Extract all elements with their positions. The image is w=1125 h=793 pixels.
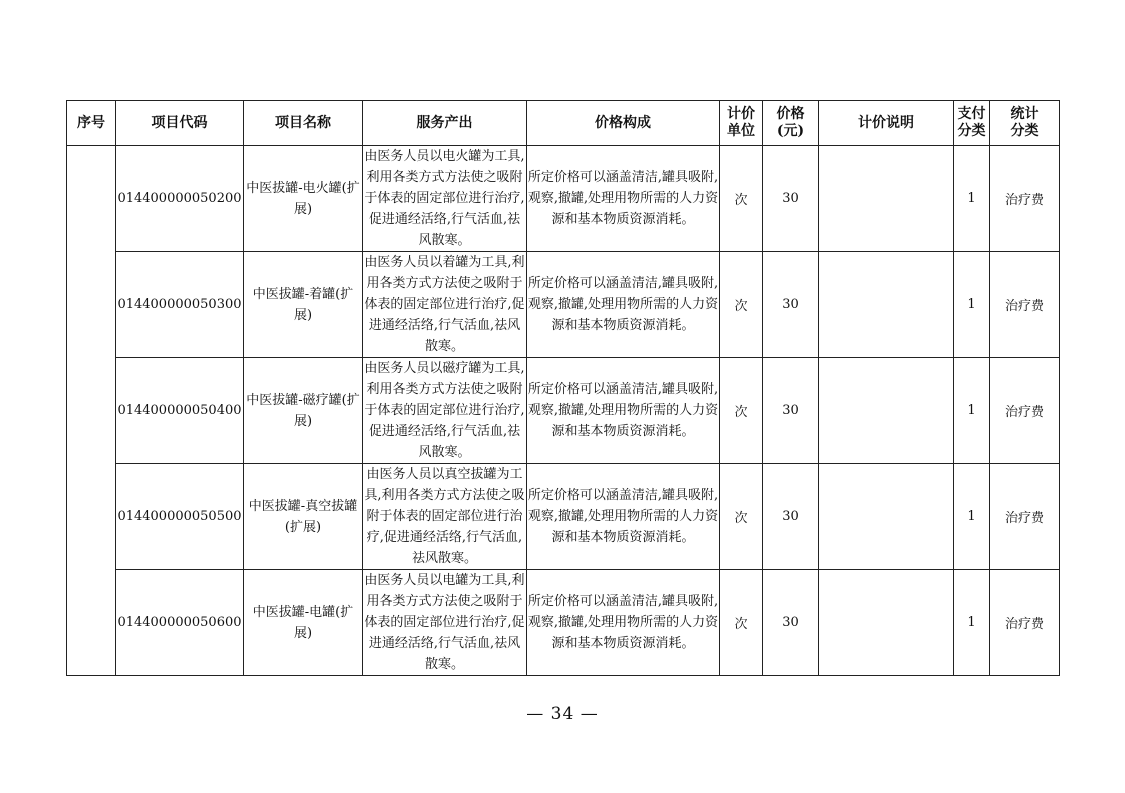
- service-output: 由医务人员以着罐为工具,利用各类方式方法使之吸附于体表的固定部位进行治疗,促进通经活络,行气活血,祛风散寒。: [363, 252, 527, 358]
- item-name: 中医拔罐-着罐(扩展): [244, 252, 363, 358]
- price-value: 30: [763, 146, 819, 252]
- payment-category: 1: [954, 252, 990, 358]
- item-name: 中医拔罐-电火罐(扩展): [244, 146, 363, 252]
- pricing-note: [819, 146, 954, 252]
- seq-cell: [67, 146, 116, 676]
- price-composition: 所定价格可以涵盖清洁,罐具吸附,观察,撤罐,处理用物所需的人力资源和基本物质资源消耗。: [527, 252, 720, 358]
- header-payment-line2: 分类: [957, 123, 986, 139]
- header-payment: [954, 101, 990, 146]
- header-unit: [720, 101, 763, 146]
- stat-category: 治疗费: [990, 570, 1060, 676]
- item-code: 014400000050400: [116, 358, 244, 464]
- price-value: 30: [763, 464, 819, 570]
- header-price-composition: 价格构成: [527, 101, 720, 146]
- header-payment-line1: 支付: [957, 106, 986, 122]
- item-code: 014400000050500: [116, 464, 244, 570]
- pricing-unit: 次: [720, 464, 763, 570]
- table-row: [67, 146, 1060, 252]
- header-price: [763, 101, 819, 146]
- stat-category: 治疗费: [990, 358, 1060, 464]
- table-row: [67, 358, 1060, 464]
- payment-category: 1: [954, 464, 990, 570]
- price-composition: 所定价格可以涵盖清洁,罐具吸附,观察,撤罐,处理用物所需的人力资源和基本物质资源消耗。: [527, 464, 720, 570]
- header-service: 服务产出: [363, 101, 527, 146]
- service-output: 由医务人员以电火罐为工具,利用各类方式方法使之吸附于体表的固定部位进行治疗,促进通经活络,行气活血,祛风散寒。: [363, 146, 527, 252]
- price-value: 30: [763, 252, 819, 358]
- item-code: 014400000050200: [116, 146, 244, 252]
- price-composition: 所定价格可以涵盖清洁,罐具吸附,观察,撤罐,处理用物所需的人力资源和基本物质资源消耗。: [527, 146, 720, 252]
- pricing-note: [819, 358, 954, 464]
- header-price-line2: (元): [776, 123, 805, 139]
- header-stat-line2: 分类: [1010, 123, 1039, 139]
- header-stat: [990, 101, 1060, 146]
- service-output: 由医务人员以真空拔罐为工具,利用各类方式方法使之吸附于体表的固定部位进行治疗,促进通经活络,行气活血,祛风散寒。: [363, 464, 527, 570]
- pricing-unit: 次: [720, 146, 763, 252]
- pricing-note: [819, 252, 954, 358]
- header-unit-line2: 单位: [727, 123, 755, 139]
- header-unit-line1: 计价: [727, 106, 755, 122]
- header-row: [67, 101, 1060, 146]
- price-value: 30: [763, 358, 819, 464]
- header-name: 项目名称: [244, 101, 363, 146]
- header-pricing-note: 计价说明: [819, 101, 954, 146]
- header-stat-line1: 统计: [1010, 106, 1039, 122]
- price-composition: 所定价格可以涵盖清洁,罐具吸附,观察,撤罐,处理用物所需的人力资源和基本物质资源消耗。: [527, 358, 720, 464]
- price-composition: 所定价格可以涵盖清洁,罐具吸附,观察,撤罐,处理用物所需的人力资源和基本物质资源消耗。: [527, 570, 720, 676]
- table-row: [67, 570, 1060, 676]
- item-name: 中医拔罐-电罐(扩展): [244, 570, 363, 676]
- price-value: 30: [763, 570, 819, 676]
- pricing-note: [819, 464, 954, 570]
- item-code: 014400000050600: [116, 570, 244, 676]
- stat-category: 治疗费: [990, 252, 1060, 358]
- pricing-note: [819, 570, 954, 676]
- payment-category: 1: [954, 358, 990, 464]
- payment-category: 1: [954, 146, 990, 252]
- service-output: 由医务人员以磁疗罐为工具,利用各类方式方法使之吸附于体表的固定部位进行治疗,促进通经活络,行气活血,祛风散寒。: [363, 358, 527, 464]
- pricing-unit: 次: [720, 252, 763, 358]
- stat-category: 治疗费: [990, 464, 1060, 570]
- header-seq: 序号: [67, 101, 116, 146]
- table-row: [67, 252, 1060, 358]
- payment-category: 1: [954, 570, 990, 676]
- pricing-unit: 次: [720, 570, 763, 676]
- item-name: 中医拔罐-真空拔罐(扩展): [244, 464, 363, 570]
- service-output: 由医务人员以电罐为工具,利用各类方式方法使之吸附于体表的固定部位进行治疗,促进通经活络,行气活血,祛风散寒。: [363, 570, 527, 676]
- header-price-line1: 价格: [776, 106, 805, 122]
- item-code: 014400000050300: [116, 252, 244, 358]
- price-table: [66, 100, 1060, 676]
- pricing-unit: 次: [720, 358, 763, 464]
- page-number: — 34 —: [526, 704, 599, 724]
- item-name: 中医拔罐-磁疗罐(扩展): [244, 358, 363, 464]
- stat-category: 治疗费: [990, 146, 1060, 252]
- table-row: [67, 464, 1060, 570]
- header-code: 项目代码: [116, 101, 244, 146]
